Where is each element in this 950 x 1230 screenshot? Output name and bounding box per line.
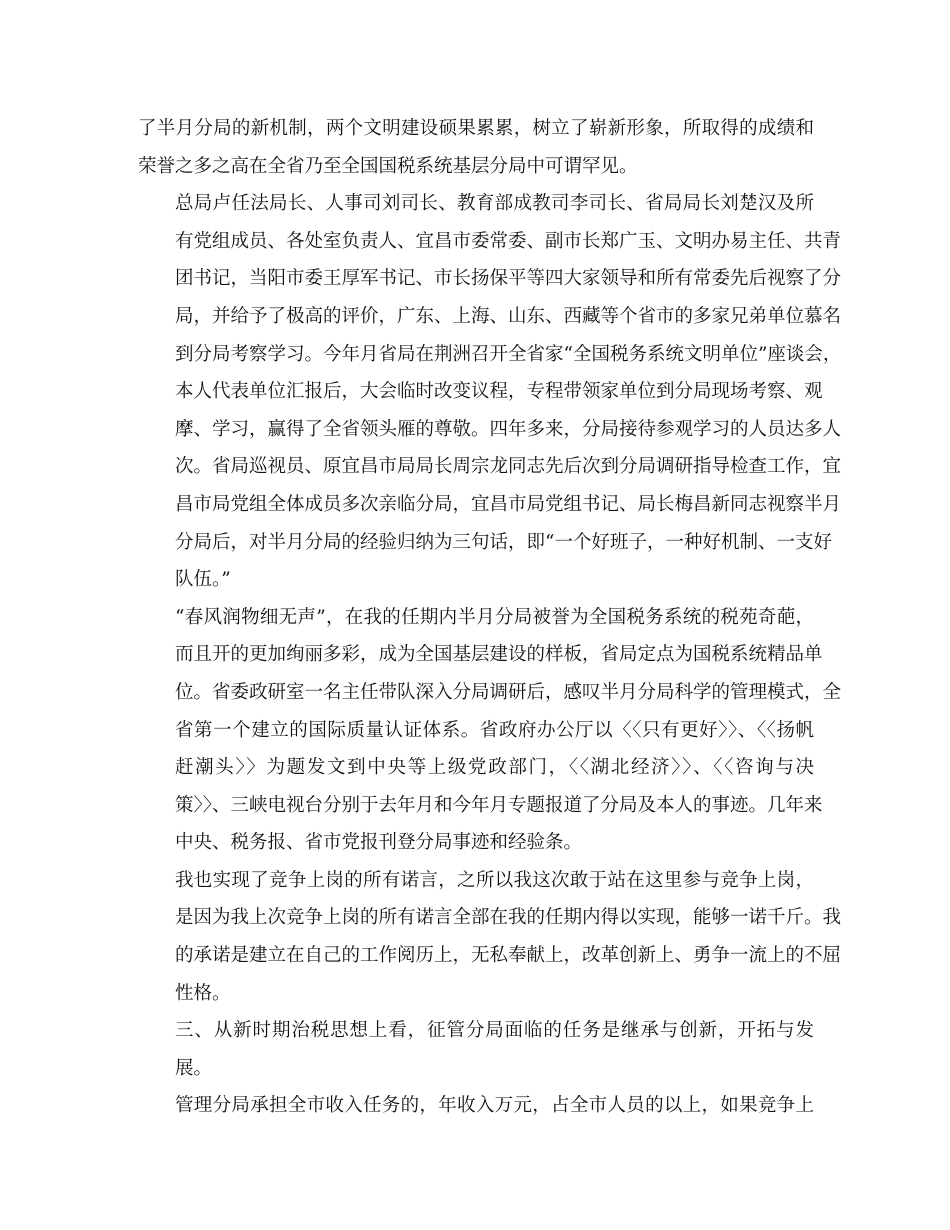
text-line: 中央、税务报、省市党报刊登分局事迹和经验条。 [175,832,583,854]
text-line: 管理分局承担全市收入任务的，年收入万元，占全市人员的以上，如果竞争上 [175,1095,814,1117]
text-line: 省第一个建立的国际质量认证体系。省政府办公厅以〈〈只有更好〉〉、〈〈扬帆 [175,719,814,741]
text-line: 展。 [175,1057,213,1079]
text-line: 有党组成员、各处室负责人、宜昌市委常委、副市长郑广玉、文明办易主任、共青 [175,230,842,252]
text-line: 策〉〉、三峡电视台分别于去年月和今年月专题报道了分局及本人的事迹。几年来 [175,794,823,816]
text-line: 而且开的更加绚丽多彩，成为全国基层建设的样板，省局定点为国税系统精品单 [175,644,823,666]
text-line: 赶潮头〉〉为题发文到中央等上级党政部门，〈〈湖北经济〉〉、〈〈咨询与决 [175,757,814,779]
text-line: 位。省委政研室一名主任带队深入分局调研后，感叹半月分局科学的管理模式，全 [175,681,842,703]
text-line: 了半月分局的新机制，两个文明建设硕果累累，树立了崭新形象，所取得的成绩和 [138,118,814,139]
text-line: 局，并给予了极高的评价，广东、上海、山东、西藏等个省市的多家兄弟单位慕名 [175,305,842,327]
text-line: 分局后，对半月分局的经验归纳为三句话，即“一个好班子，一种好机制、一支好 [175,531,832,553]
paragraph [138,1012,814,1087]
text-line: 荣誉之多之高在全省乃至全国国税系统基层分局中可谓罕见。 [138,155,638,177]
text-line: 摩、学习，赢得了全省领头雁的尊敬。四年多来，分局接待参观学习的人员达多人 [175,418,842,440]
text-line: 是因为我上次竞争上岗的所有诺言全部在我的任期内得以实现，能够一诺千斤。我 [175,907,842,929]
paragraph [138,599,842,862]
text-line: 性格。 [175,982,231,1004]
paragraph [138,862,842,1012]
paragraph [138,185,842,599]
text-line: 三、从新时期治税思想上看，征管分局面临的任务是继承与创新，开拓与发 [175,1020,814,1042]
text-line: 昌市局党组全体成员多次亲临分局，宜昌市局党组书记、局长梅昌新同志视察半月 [175,493,842,515]
paragraph [138,110,814,185]
text-line: 到分局考察学习。今年月省局在荆洲召开全省家“全国税务系统文明单位”座谈会， [175,343,842,365]
text-line: 队伍。” [175,569,231,591]
document-body [138,110,842,1125]
text-line: 次。省局巡视员、原宜昌市局局长周宗龙同志先后次到分局调研指导检查工作，宜 [175,456,842,478]
paragraph [138,1087,814,1125]
text-line: 的承诺是建立在自己的工作阅历上，无私奉献上，改革创新上、勇争一流上的不屈 [175,945,842,967]
text-line: 我也实现了竞争上岗的所有诺言，之所以我这次敢于站在这里参与竞争上岗， [175,869,814,891]
text-line: 总局卢任法局长、人事司刘司长、教育部成教司李司长、省局局长刘楚汉及所 [175,193,814,215]
text-line: 本人代表单位汇报后，大会临时改变议程，专程带领家单位到分局现场考察、观 [175,381,823,403]
text-line: 团书记，当阳市委王厚军书记、市长扬保平等四大家领导和所有常委先后视察了分 [175,268,842,290]
text-line: “春风润物细无声”，在我的任期内半月分局被誉为全国税务系统的税苑奇葩， [175,606,814,628]
